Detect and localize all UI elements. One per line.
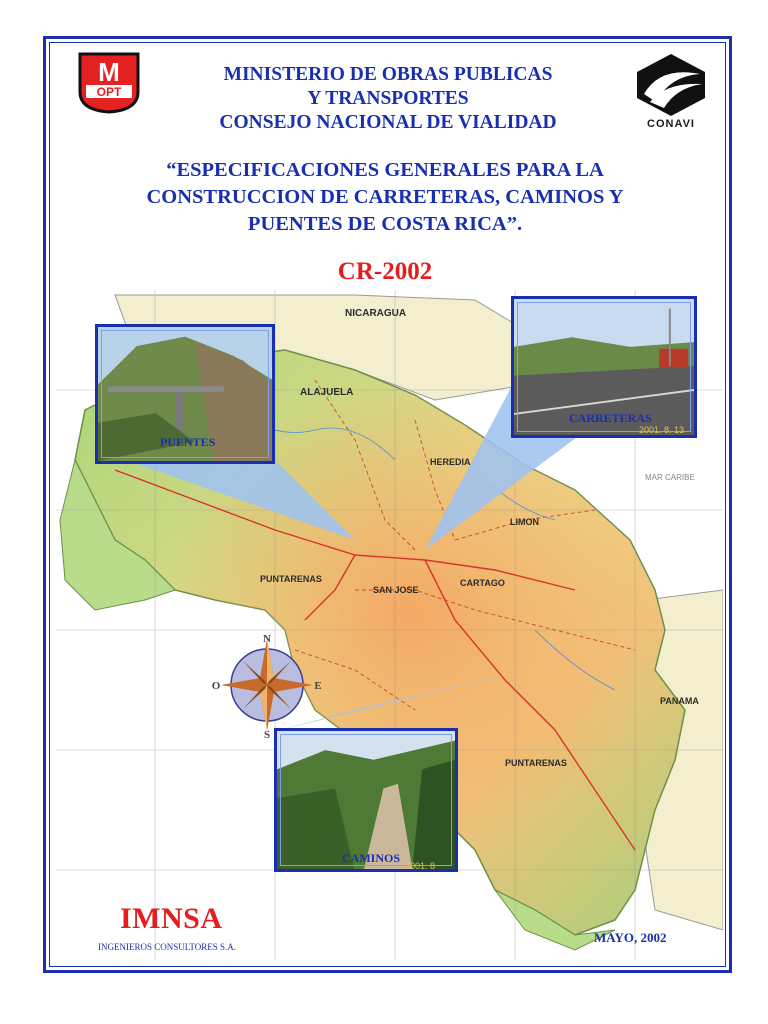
title-line-3: PUENTES DE COSTA RICA”. <box>247 213 523 235</box>
imnsa-subtitle: INGENIEROS CONSULTORES S.A. <box>98 942 237 952</box>
map-label-caribbean: MAR CARIBE <box>645 473 695 482</box>
title-line-2: CONSTRUCCION DE CARRETERAS, CAMINOS Y <box>146 186 624 208</box>
mopt-logo <box>74 52 144 114</box>
map-label-san-jose: SAN JOSE <box>373 585 419 595</box>
mopt-logo-m: M <box>98 57 120 87</box>
compass-o: O <box>211 680 221 692</box>
title-line-1: “ESPECIFICACIONES GENERALES PARA LA <box>166 159 604 181</box>
map-label-puntarenas-south: PUNTARENAS <box>505 758 567 768</box>
imnsa-logo: IMNSA <box>120 902 223 935</box>
ministry-line-2: Y TRANSPORTES <box>307 88 469 109</box>
photo-bridges <box>95 324 275 464</box>
ministry-line-1: MINISTERIO DE OBRAS PUBLICAS <box>223 64 553 85</box>
council-line: CONSEJO NACIONAL DE VIALIDAD <box>219 112 557 133</box>
document-title <box>90 157 680 238</box>
photo-bridges-label: PUENTES <box>160 435 216 449</box>
compass-s: S <box>263 729 271 741</box>
conavi-logo-text: CONAVI <box>647 118 695 130</box>
photo-roads-date: 2001. 8. 13 <box>639 425 685 435</box>
map-label-limon: LIMON <box>510 517 539 527</box>
photo-roads-label: CARRETERAS <box>569 411 652 425</box>
photo-roads <box>511 296 697 438</box>
map-label-puntarenas-west: PUNTARENAS <box>260 574 322 584</box>
mopt-logo-opt: OPT <box>96 85 122 99</box>
map-label-heredia: HEREDIA <box>430 457 471 467</box>
document-code: CR-2002 <box>337 258 433 285</box>
ministry-heading <box>150 63 626 135</box>
map-label-alajuela: ALAJUELA <box>300 387 354 398</box>
publication-date: MAYO, 2002 <box>594 930 667 945</box>
compass-n: N <box>263 633 271 645</box>
photo-trails-date: 2001. 8 <box>405 861 436 871</box>
photo-trails <box>274 728 458 872</box>
photo-trails-label: CAMINOS <box>342 851 401 865</box>
compass-e: E <box>314 680 322 692</box>
map-label-cartago: CARTAGO <box>460 578 505 588</box>
map-label-panama: PANAMA <box>660 696 699 706</box>
map-label-nicaragua: NICARAGUA <box>345 308 407 319</box>
